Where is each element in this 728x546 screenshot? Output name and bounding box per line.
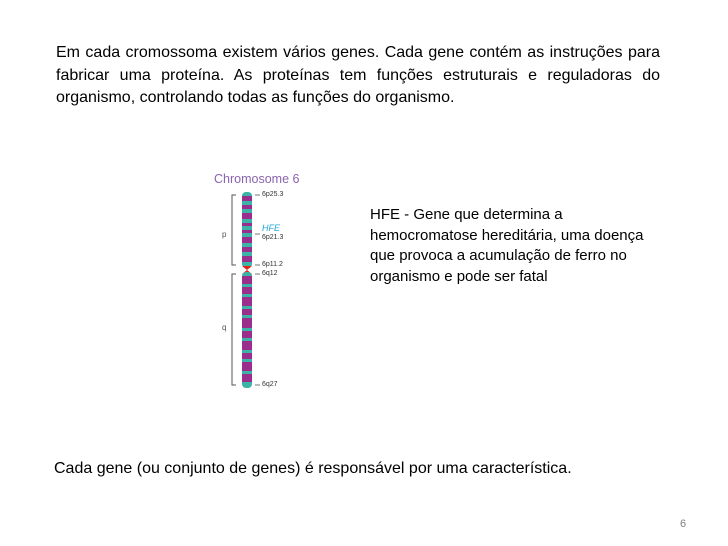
p-arm-bracket (232, 195, 236, 385)
q-arm (242, 272, 252, 388)
band-label-6p11-2: 6p11.2 (262, 261, 283, 268)
page-number: 6 (680, 518, 687, 530)
intro-paragraph: Em cada cromossoma existem vários genes. Cada gene contém as instruções para fabricar uma proteína. As proteínas tem funções estruturais e reguladoras do organismo, controlando todas as funções do organismo. (56, 44, 660, 106)
band-ticks (255, 195, 260, 385)
footer-statement: Cada gene (ou conjunto de genes) é responsável por uma característica. (54, 460, 572, 477)
band-label-6q27: 6q27 (262, 381, 278, 388)
figure-title: Chromosome 6 (214, 172, 300, 186)
p-arm-label: p (222, 230, 227, 239)
band-label-6q12: 6q12 (262, 270, 278, 277)
hfe-note: HFE - Gene que determina a hemocromatose hereditária, uma doença que provoca a acumulação de ferro no organismo e pode ser fatal (370, 206, 644, 285)
chromosome-figure (206, 170, 318, 400)
q-arm-label: q (222, 323, 227, 332)
gene-label-hfe: HFE (262, 223, 280, 233)
chromosome-diagram (206, 170, 318, 400)
p-arm (242, 192, 252, 268)
band-label-6p21-3: 6p21.3 (262, 234, 284, 241)
band-label-6p25-3: 6p25.3 (262, 191, 284, 198)
